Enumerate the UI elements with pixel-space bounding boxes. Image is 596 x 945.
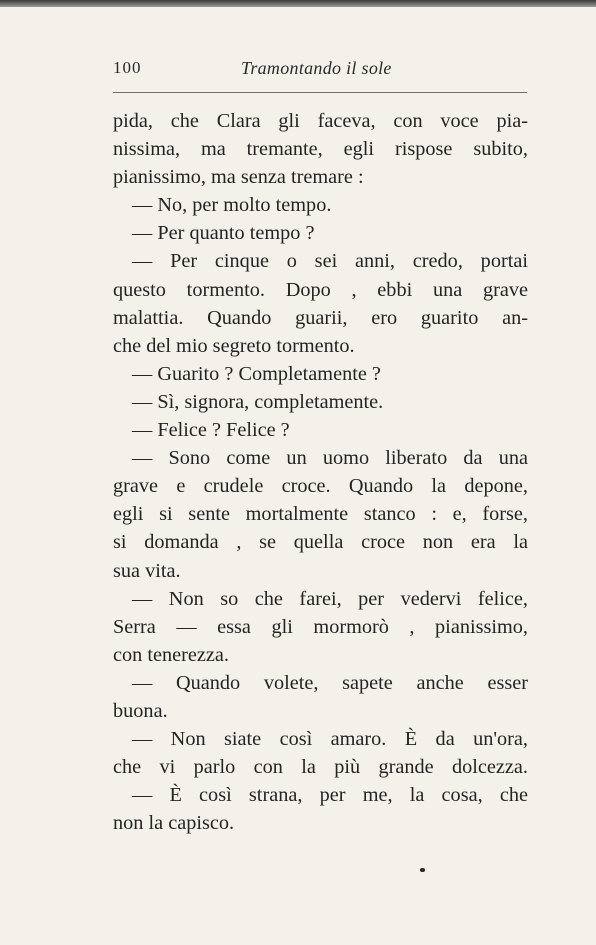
text-line: — Sono come un uomo liberato da una: [132, 447, 528, 470]
body-text: [113, 107, 528, 837]
text-line: — Non so che farei, per vedervi felice,: [132, 587, 528, 610]
text-line: — Per quanto tempo ?: [132, 222, 315, 245]
text-line: con tenerezza.: [113, 643, 229, 666]
text-line: non la capisco.: [113, 812, 235, 835]
text-line: che del mio segreto tormento.: [113, 334, 355, 357]
ink-speck: [420, 868, 425, 872]
page-number: 100: [113, 58, 142, 77]
text-line: — Felice ? Felice ?: [132, 419, 290, 442]
text-line: questo tormento. Dopo , ebbi una grave: [113, 278, 528, 301]
text-line: nissima, ma tremante, egli rispose subito,: [113, 138, 528, 161]
text-line: grave e crudele croce. Quando la depone,: [113, 475, 528, 498]
text-line: buona.: [113, 699, 168, 722]
text-line: — Per cinque o sei anni, credo, portai: [132, 250, 528, 273]
text-line: Serra — essa gli mormorò , pianissimo,: [113, 615, 528, 638]
running-title: Tramontando il sole: [241, 58, 392, 78]
text-line: — Non siate così amaro. È da un'ora,: [132, 728, 528, 751]
text-line: — Quando volete, sapete anche esser: [132, 671, 528, 694]
text-line: — È così strana, per me, la cosa, che: [132, 784, 528, 807]
text-line: — No, per molto tempo.: [132, 194, 332, 217]
text-line: si domanda , se quella croce non era la: [113, 531, 528, 554]
text-line: — Guarito ? Completamente ?: [132, 362, 381, 385]
header-rule: [113, 92, 527, 93]
text-line: pianissimo, ma senza tremare :: [113, 166, 364, 189]
text-line: — Sì, signora, completamente.: [132, 390, 384, 413]
text-line: pida, che Clara gli faceva, con voce pia-: [113, 110, 528, 132]
scan-top-edge: [0, 0, 596, 7]
text-line: che vi parlo con la più grande dolcezza.: [113, 756, 528, 779]
running-head: [113, 58, 528, 84]
text-line: malattia. Quando guarii, ero guarito an-: [113, 306, 528, 329]
text-line: sua vita.: [113, 559, 181, 582]
text-line: egli si sente mortalmente stanco : e, forse,: [113, 503, 528, 526]
